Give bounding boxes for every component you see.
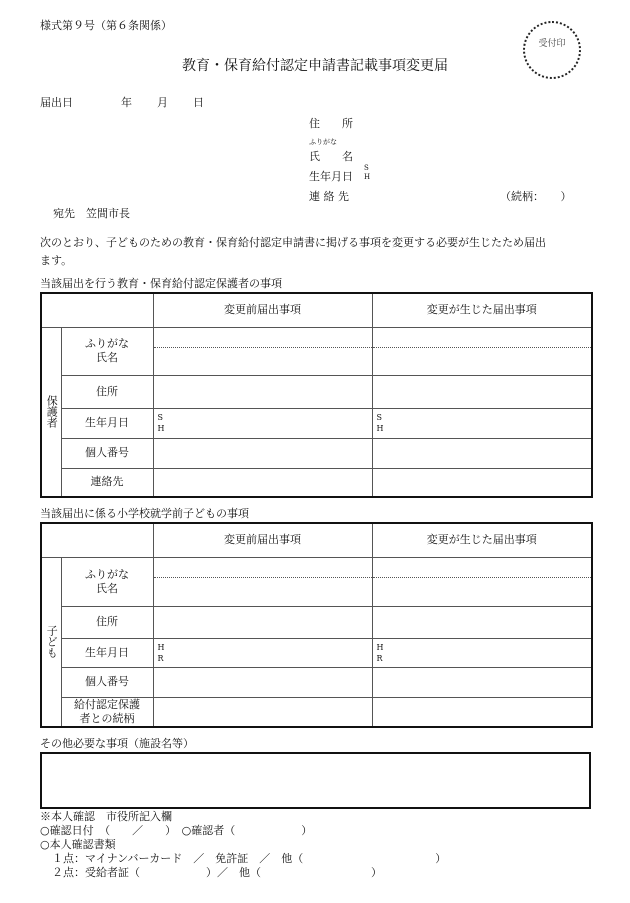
after-field[interactable] [372, 438, 592, 468]
before-field[interactable] [153, 438, 372, 468]
after-field[interactable] [372, 375, 592, 408]
applicant-name-label: 氏 名 [309, 150, 353, 163]
applicant-birth-label: 生年月日 [309, 170, 353, 183]
year-label: 年 [121, 96, 132, 109]
row-label: 個人番号 [61, 438, 153, 468]
row-label: 住所 [61, 375, 153, 408]
table-row [41, 638, 592, 667]
col-before-header: 変更前届出事項 [153, 523, 372, 557]
row-label: ふりがな 氏名 [61, 557, 153, 606]
before-birth-field[interactable] [153, 408, 372, 438]
after-field[interactable] [372, 606, 592, 638]
row-label: 住所 [61, 606, 153, 638]
intro-text-line1: 次のとおり、子どものための教育・保育給付認定申請書に掲げる事項を変更する必要が生じたため届出 [40, 236, 546, 249]
era-2: R [376, 653, 383, 663]
furigana-divider [373, 577, 592, 578]
furigana-divider [373, 347, 592, 348]
before-name-field[interactable] [153, 557, 372, 606]
header-blank [41, 293, 153, 327]
row-label: 給付認定保護 者との続柄 [61, 697, 153, 727]
before-field[interactable] [153, 697, 372, 727]
before-field[interactable] [153, 667, 372, 697]
header-row [41, 293, 592, 327]
table-row [41, 697, 592, 727]
applicant-furigana-label: ふりがな [309, 138, 337, 146]
table-row [41, 438, 592, 468]
day-label: 日 [193, 96, 204, 109]
table-row [41, 375, 592, 408]
furigana-divider [154, 577, 372, 578]
before-field[interactable] [153, 375, 372, 408]
before-field[interactable] [153, 468, 372, 497]
table-row [41, 557, 592, 606]
after-birth-field[interactable] [372, 638, 592, 667]
office-line5: ２点：受給者証（ ）／ 他（ ） [52, 866, 382, 879]
table-row [41, 468, 592, 497]
after-field[interactable] [372, 697, 592, 727]
row-label: 生年月日 [61, 408, 153, 438]
row-label: 生年月日 [61, 638, 153, 667]
row-label: ふりがな 氏名 [61, 327, 153, 375]
form-number: 様式第９号（第６条関係） [40, 19, 172, 32]
stamp-label: 受付印 [538, 39, 566, 49]
era-1: H [157, 642, 165, 652]
group-label: 保護者 [41, 327, 61, 497]
month-label: 月 [157, 96, 168, 109]
row-label: 個人番号 [61, 667, 153, 697]
section1-heading: 当該届出を行う教育・保育給付認定保護者の事項 [40, 277, 282, 290]
table-row [41, 408, 592, 438]
section2-heading: 当該届出に係る小学校就学前子どもの事項 [40, 507, 249, 520]
applicant-contact-label: 連 絡 先 [309, 190, 349, 203]
office-line1: ※本人確認 市役所記入欄 [40, 810, 172, 823]
after-field[interactable] [372, 667, 592, 697]
office-line3: ○本人確認書類 [40, 838, 116, 851]
after-name-field[interactable] [372, 557, 592, 606]
after-birth-field[interactable] [372, 408, 592, 438]
furigana-divider [154, 347, 372, 348]
era-2: H [157, 424, 165, 433]
before-birth-field[interactable] [153, 638, 372, 667]
applicant-era-s: S [364, 164, 369, 172]
other-matters-field[interactable] [40, 752, 591, 809]
page-title: 教育・保育給付認定申請書記載事項変更届 [182, 58, 448, 74]
submission-date-label: 届出日 [40, 96, 73, 109]
table-row [41, 606, 592, 638]
office-use-section [40, 810, 446, 880]
col-before-header: 変更前届出事項 [153, 293, 372, 327]
applicant-era-h: H [364, 173, 371, 181]
relation-label: （続柄： ） [500, 190, 572, 203]
group-label: 子ども [41, 557, 61, 727]
intro-text-line2: ます。 [40, 254, 73, 267]
col-after-header: 変更が生じた届出事項 [372, 293, 592, 327]
era-1: H [376, 642, 384, 652]
row-label: 連絡先 [61, 468, 153, 497]
office-line4: １点：マイナンバーカード ／ 免許証 ／ 他（ ） [52, 852, 447, 865]
era-2: H [376, 424, 384, 433]
addressee: 宛先 笠間市長 [53, 207, 130, 220]
after-name-field[interactable] [372, 327, 592, 375]
before-name-field[interactable] [153, 327, 372, 375]
office-line2: ○確認日付 （ ／ ） ○確認者（ ） [40, 824, 313, 837]
header-blank [41, 523, 153, 557]
era-2: R [157, 653, 164, 663]
header-row [41, 523, 592, 557]
guardian-table [40, 292, 593, 498]
col-after-header: 変更が生じた届出事項 [372, 523, 592, 557]
after-field[interactable] [372, 468, 592, 497]
child-table [40, 522, 593, 728]
table-row [41, 667, 592, 697]
table-row [41, 327, 592, 375]
era-1: S [376, 413, 382, 422]
applicant-address-label: 住 所 [309, 117, 353, 130]
before-field[interactable] [153, 606, 372, 638]
other-heading: その他必要な事項（施設名等） [40, 737, 194, 750]
era-1: S [157, 413, 163, 422]
